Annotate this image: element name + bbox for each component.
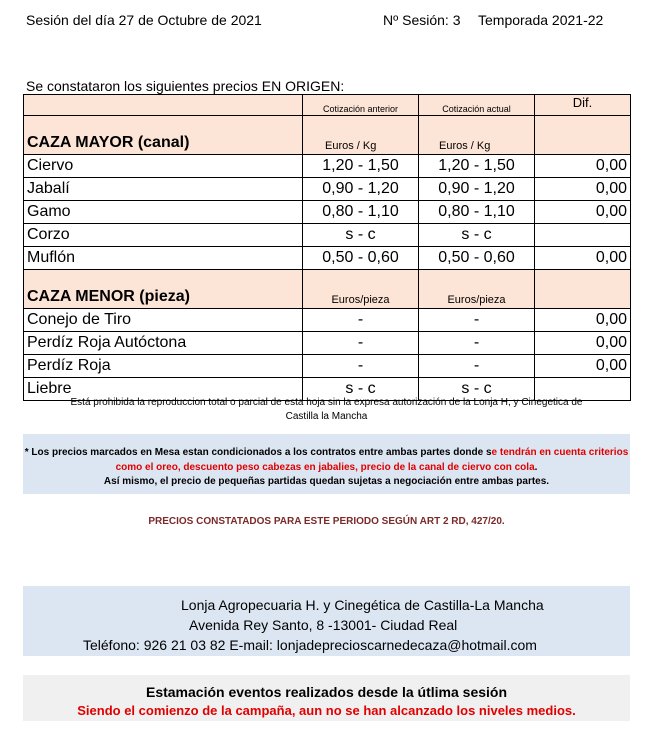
conditions-text xyxy=(23,446,630,475)
unit-current-mayor: Euros / Kg xyxy=(419,116,535,155)
events-box xyxy=(23,675,630,721)
conditions-box xyxy=(23,434,630,494)
table-row xyxy=(24,247,631,270)
species-name: Jabalí xyxy=(24,178,303,201)
species-name: Perdíz Roja xyxy=(24,355,303,378)
price-previous: 0,80 - 1,10 xyxy=(303,201,419,224)
price-current: 1,20 - 1,50 xyxy=(419,155,535,178)
section-row-caza-menor xyxy=(24,270,631,309)
price-current: 0,50 - 0,60 xyxy=(419,247,535,270)
notice-line-2: Castilla la Mancha xyxy=(285,411,368,422)
species-name: Liebre xyxy=(24,378,303,401)
price-current: - xyxy=(419,309,535,332)
unit-current-menor: Euros/pieza xyxy=(419,270,535,309)
session-date: Sesión del día 27 de Octubre de 2021 xyxy=(26,12,262,28)
price-previous: s - c xyxy=(303,378,419,401)
header-diff: Dif. xyxy=(535,95,631,116)
price-current: 0,80 - 1,10 xyxy=(419,201,535,224)
species-name: Ciervo xyxy=(24,155,303,178)
events-title: Estamación eventos realizados desde la útlima sesión xyxy=(145,684,508,700)
price-diff: 0,00 xyxy=(535,178,631,201)
table-row xyxy=(24,355,631,378)
price-current: - xyxy=(419,355,535,378)
contact-phone-email: Teléfono: 926 21 03 82 E-mail: lonjadeprecioscarnedecaza@hotmail.com xyxy=(83,637,537,653)
species-name: Muflón xyxy=(24,247,303,270)
header-empty-cell xyxy=(24,95,303,116)
season: Temporada 2021-22 xyxy=(478,12,604,28)
price-previous: - xyxy=(303,355,419,378)
price-diff xyxy=(535,224,631,247)
price-table xyxy=(23,94,631,401)
species-name: Gamo xyxy=(24,201,303,224)
table-row xyxy=(24,224,631,247)
contact-organization: Lonja Agropecuaria H. y Cinegética de Castilla-La Mancha xyxy=(181,597,544,613)
section-row-caza-mayor xyxy=(24,116,631,155)
table-row xyxy=(24,178,631,201)
price-previous: - xyxy=(303,332,419,355)
price-current: 0,90 - 1,20 xyxy=(419,178,535,201)
price-current: s - c xyxy=(419,378,535,401)
table-row xyxy=(24,332,631,355)
price-diff: 0,00 xyxy=(535,247,631,270)
conditions-part-2: e tendrán en cuenta criterios como el oreo, descuento peso cabezas en jabalies, precio de la canal de ciervo con cola xyxy=(115,447,629,473)
price-diff: 0,00 xyxy=(535,332,631,355)
conditions-part-3: . xyxy=(534,461,538,473)
species-name: Corzo xyxy=(24,224,303,247)
session-number: Nº Sesión: 3 xyxy=(383,12,461,28)
table-row xyxy=(24,155,631,178)
conditions-part-1: * Los precios marcados en Mesa estan condicionados a los contratos entre ambas partes donde s xyxy=(24,447,492,458)
intro-text: Se constataron los siguientes precios EN ORIGEN: xyxy=(26,78,345,94)
price-current: s - c xyxy=(419,224,535,247)
legal-note: PRECIOS CONSTATADOS PARA ESTE PERIODO SEGÚN ART 2 RD, 427/20. xyxy=(148,516,505,527)
price-diff: 0,00 xyxy=(535,355,631,378)
header-previous: Cotización anterior xyxy=(303,95,419,116)
section-diff-empty xyxy=(535,116,631,155)
section-diff-empty xyxy=(535,270,631,309)
price-previous: 1,20 - 1,50 xyxy=(303,155,419,178)
section-title-caza-menor: CAZA MENOR (pieza) xyxy=(24,270,303,309)
price-current: - xyxy=(419,332,535,355)
contact-address: Avenida Rey Santo, 8 -13001- Ciudad Real xyxy=(189,617,458,633)
table-row xyxy=(24,201,631,224)
header-current: Cotización actual xyxy=(419,95,535,116)
unit-previous-menor: Euros/pieza xyxy=(303,270,419,309)
price-previous: 0,50 - 0,60 xyxy=(303,247,419,270)
species-name: Conejo de Tiro xyxy=(24,309,303,332)
price-previous: - xyxy=(303,309,419,332)
price-diff: 0,00 xyxy=(535,155,631,178)
reproduction-notice xyxy=(23,396,630,424)
section-title-caza-mayor: CAZA MAYOR (canal) xyxy=(24,116,303,155)
conditions-line-3: Así mismo, el precio de pequeñas partidas quedan sujetas a negociación entre ambas partes. xyxy=(103,476,550,487)
price-previous: 0,90 - 1,20 xyxy=(303,178,419,201)
unit-previous-mayor: Euros / Kg xyxy=(303,116,419,155)
events-subtitle: Siendo el comienzo de la campaña, aun no se han alcanzado los niveles medios. xyxy=(77,703,576,718)
contact-box xyxy=(23,586,630,656)
table-row xyxy=(24,309,631,332)
notice-line-1: Está prohibida la reproduccion total o parcial de esta hoja sin la expresa autorización de la Lonja H, y Cinegetica de xyxy=(70,397,583,408)
price-diff: 0,00 xyxy=(535,309,631,332)
species-name: Perdíz Roja Autóctona xyxy=(24,332,303,355)
price-previous: s - c xyxy=(303,224,419,247)
price-diff: 0,00 xyxy=(535,201,631,224)
table-header-row xyxy=(24,95,631,116)
